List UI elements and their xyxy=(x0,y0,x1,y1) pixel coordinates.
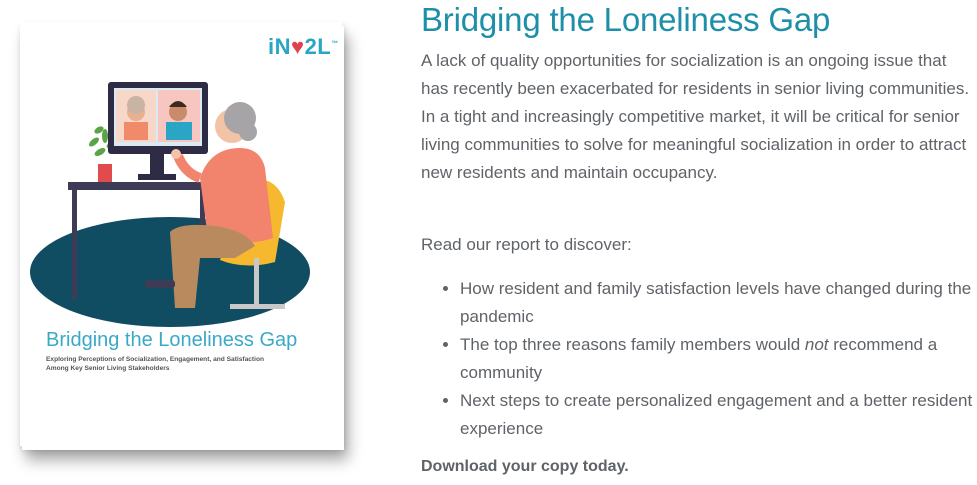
page-title: Bridging the Loneliness Gap xyxy=(421,1,831,38)
list-item: • The top three reasons family members would not recommend a community xyxy=(460,331,977,387)
list-item: • How resident and family satisfaction levels have changed during the pandemic xyxy=(460,275,977,331)
download-cta[interactable]: Download your copy today. xyxy=(421,458,629,475)
list-item: • Next steps to create personalized engagement and a better resident experience xyxy=(460,387,977,443)
desk-top xyxy=(68,182,218,190)
benefits-list xyxy=(439,275,977,443)
cover-title: Bridging the Loneliness Gap xyxy=(46,329,298,351)
description-paragraph: A lack of quality opportunities for socialization is an ongoing issue that has recently been exacerbated for residents in senior living communities. In a tight and increasingly competitive market, it will be critical for senior living communities to solve for meaningful socialization in order to attract new residents and maintain occupancy. xyxy=(421,51,970,182)
cover-subtitle: Exploring Perceptions of Socialization, Engagement, and Satisfaction Among Key Senior Living Stakeholders xyxy=(46,356,264,372)
heart-icon: ♥ xyxy=(291,34,305,59)
report-cover-image[interactable] xyxy=(6,4,346,474)
senior-video-call-illustration xyxy=(20,62,342,332)
plant-pot xyxy=(98,164,112,182)
in2l-logo: iN♥2L™ xyxy=(268,34,339,59)
intro-text: Read our report to discover: xyxy=(421,235,632,254)
report-cover xyxy=(20,22,342,446)
